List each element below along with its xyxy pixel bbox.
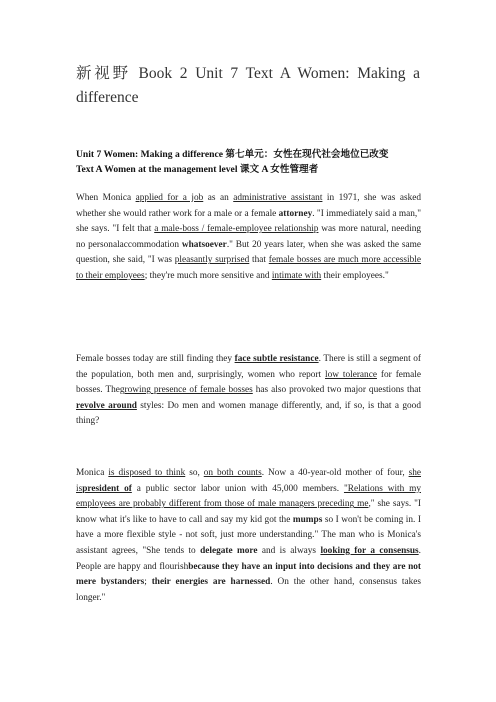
- text-run: is disposed to think: [108, 468, 186, 478]
- text-run: . People are happy and flourish: [76, 545, 421, 572]
- text-run: she is: [76, 468, 421, 494]
- document-title: 新视野 Book 2 Unit 7 Text A Women: Making a difference: [76, 65, 420, 106]
- text-run: . Now a 40-year-old mother of four,: [261, 468, 409, 478]
- text-run: their energies are harnessed: [151, 577, 271, 588]
- text-run: "Relations with my employees are probably different from those of male managers preceding me: [76, 483, 421, 510]
- text-run: administrative assistant: [233, 193, 323, 203]
- text-run: so I won't be coming in. I have a more flexible style - not soft, just more understanding." The man who is Monica's assistant agrees, "She tends to: [76, 514, 421, 556]
- text-run: looking for a consensus: [320, 545, 419, 556]
- text-run: a male-boss / female-employee relationship: [154, 224, 319, 235]
- text-run: their employees.": [321, 270, 389, 281]
- text-run: and is always: [257, 545, 321, 556]
- paragraph-3: [76, 466, 421, 606]
- text-run: as an: [203, 193, 234, 203]
- text-run: When Monica: [76, 193, 136, 203]
- text-run: . On the other hand, consensus takes longer.": [76, 577, 421, 603]
- text-run: so,: [185, 468, 204, 478]
- text-run: growing presence of female bosses: [119, 385, 253, 396]
- text-run: ; they're much more sensitive and: [144, 270, 272, 281]
- text-run: has also provoked two major questions that: [252, 385, 421, 396]
- text-run: intimate with: [271, 270, 322, 281]
- text-run: in 1971, she was asked whether she would rather work for a male or a female: [76, 193, 422, 219]
- text-run: female bosses are much more accessible to their employees: [76, 255, 421, 281]
- text-run: because they have an input into decisions and they are not mere bystanders: [76, 561, 422, 588]
- text-run: . "I immediately said a man," she says. "I felt that: [76, 208, 421, 235]
- text-run: that: [249, 255, 269, 266]
- text-run: president of: [82, 483, 132, 494]
- text-run: face subtle resistance: [234, 354, 319, 364]
- paragraph-2: [76, 352, 421, 430]
- text-run: ," she says. "I know what it's like to have to call and say my kid got the: [76, 499, 421, 525]
- text-run: revolve around: [76, 400, 137, 411]
- text-run: ." But 20 years later, when she was asked the same question, she said, "I was: [76, 239, 421, 266]
- text-run: mumps: [292, 514, 323, 525]
- text-run: low tolerance: [325, 369, 377, 380]
- text-run: for female bosses. The: [76, 369, 421, 396]
- text-run: Monica: [76, 468, 109, 478]
- paragraph-1: [76, 191, 421, 285]
- text-run: whatsoever: [181, 239, 227, 250]
- text-run: attorney: [278, 208, 313, 219]
- text-run: delegate more: [200, 545, 258, 556]
- unit-heading: Unit 7 Women: Making a difference 第七单元：女性在现代社会地位已改变: [76, 149, 389, 160]
- text-run: . There is still a segment of the population, both men and, surprisingly, women who report: [76, 354, 421, 380]
- text-run: a public sector labor union with 45,000 members.: [131, 483, 344, 494]
- text-heading: Text A Women at the management level 课文 A 女性管理者: [76, 164, 319, 175]
- text-run: applied for a job: [135, 193, 204, 203]
- text-run: styles: Do men and women manage differently, and, if so, is that a good thing?: [76, 400, 421, 427]
- text-run: was more natural, needing no personalaccommodation: [76, 224, 421, 250]
- text-run: pleasantly surprised: [174, 255, 250, 266]
- text-run: on both counts: [203, 468, 262, 478]
- text-run: ;: [144, 577, 152, 588]
- text-run: Female bosses today are still finding they: [76, 354, 235, 364]
